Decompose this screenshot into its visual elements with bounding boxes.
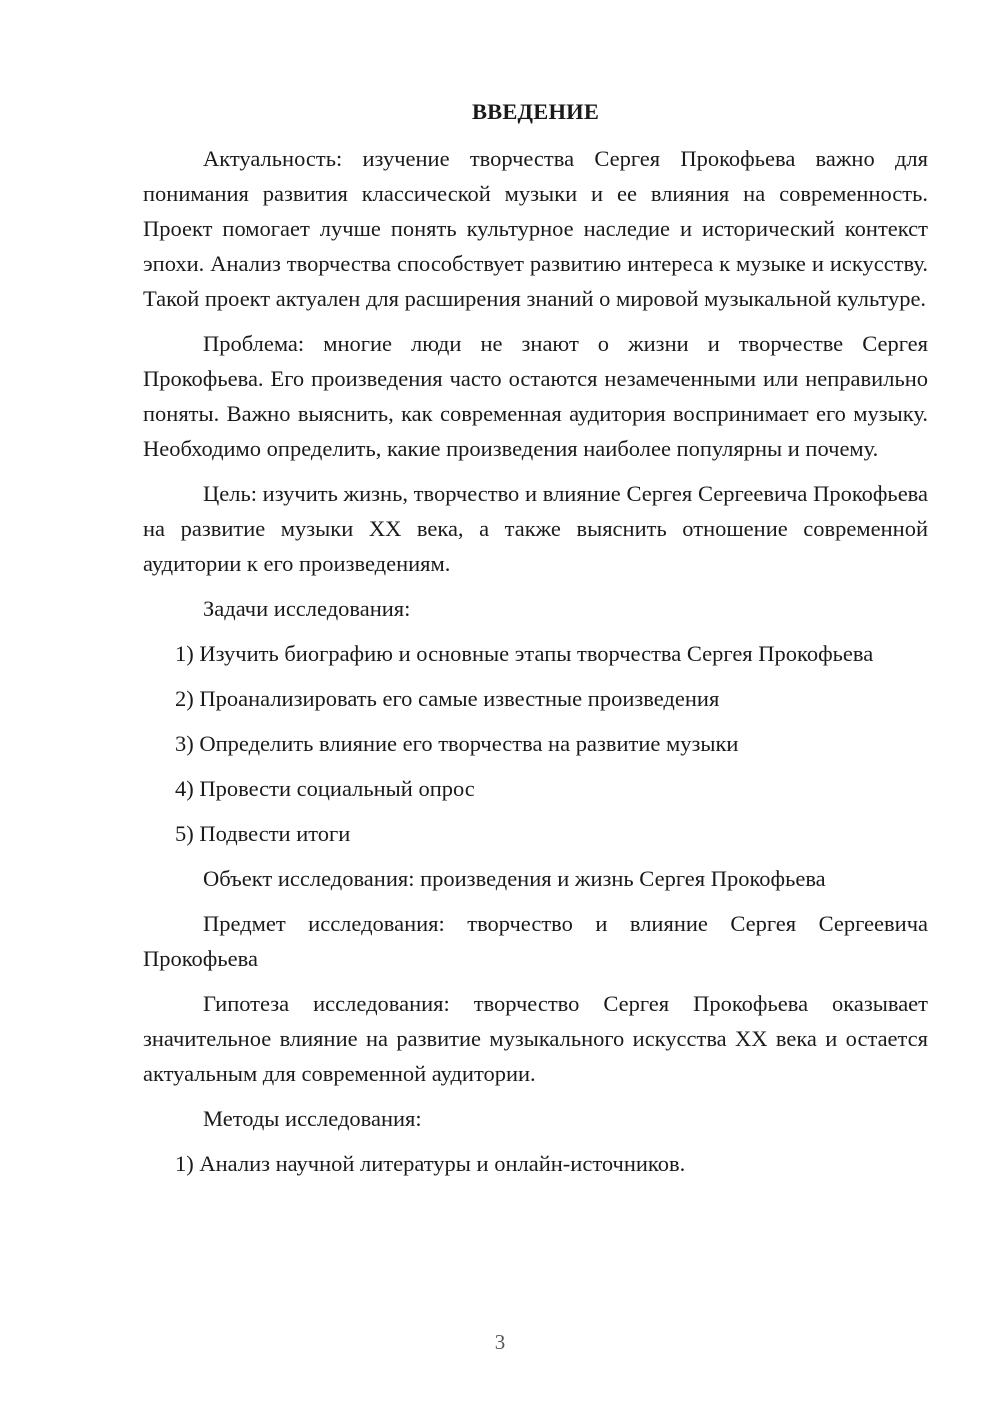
problem-paragraph: Проблема: многие люди не знают о жизни и творчестве Сергея Прокофьева. Его произведения часто остаются незамеченными или неправильно поняты. Важно выяснить, как современная аудитория воспринимает его музыку. Необходимо определить, какие произведения наиболее популярны и почему. [143,331,928,461]
methods-list [143,1146,928,1181]
page-number: 3 [494,1330,506,1354]
task-item: 5) Подвести итоги [175,821,351,846]
subject-paragraph: Предмет исследования: творчество и влияние Сергея Сергеевича Прокофьева [143,911,928,971]
hypothesis-paragraph: Гипотеза исследования: творчество Сергея Прокофьева оказывает значительное влияние на развитие музыкального искусства XX века и остается актуальным для современной аудитории. [143,991,928,1086]
methods-title: Методы исследования: [203,1106,422,1131]
goal-paragraph: Цель: изучить жизнь, творчество и влияние Сергея Сергеевича Прокофьева на развитие музыки XX века, а также выяснить отношение современной аудитории к его произведениям. [143,481,928,576]
task-item: 3) Определить влияние его творчества на развитие музыки [175,731,739,756]
document-page [143,94,928,1191]
section-heading: ВВЕДЕНИЕ [471,99,600,124]
task-item: 4) Провести социальный опрос [175,776,475,801]
relevance-paragraph: Актуальность: изучение творчества Сергея Прокофьева важно для понимания развития классической музыки и ее влияния на современность. Проект помогает лучше понять культурное наследие и исторический контекст эпохи. Анализ творчества способствует развитию интереса к музыке и искусству. Такой проект актуален для расширения знаний о мировой музыкальной культуре. [143,146,928,311]
tasks-title: Задачи исследования: [203,596,411,621]
task-item: 2) Проанализировать его самые известные произведения [175,686,720,711]
object-line: Объект исследования: произведения и жизнь Сергея Прокофьева [203,866,826,891]
task-item: 1) Изучить биографию и основные этапы творчества Сергея Прокофьева [175,641,874,666]
tasks-list [143,636,928,851]
method-item: 1) Анализ научной литературы и онлайн-источников. [175,1151,686,1176]
